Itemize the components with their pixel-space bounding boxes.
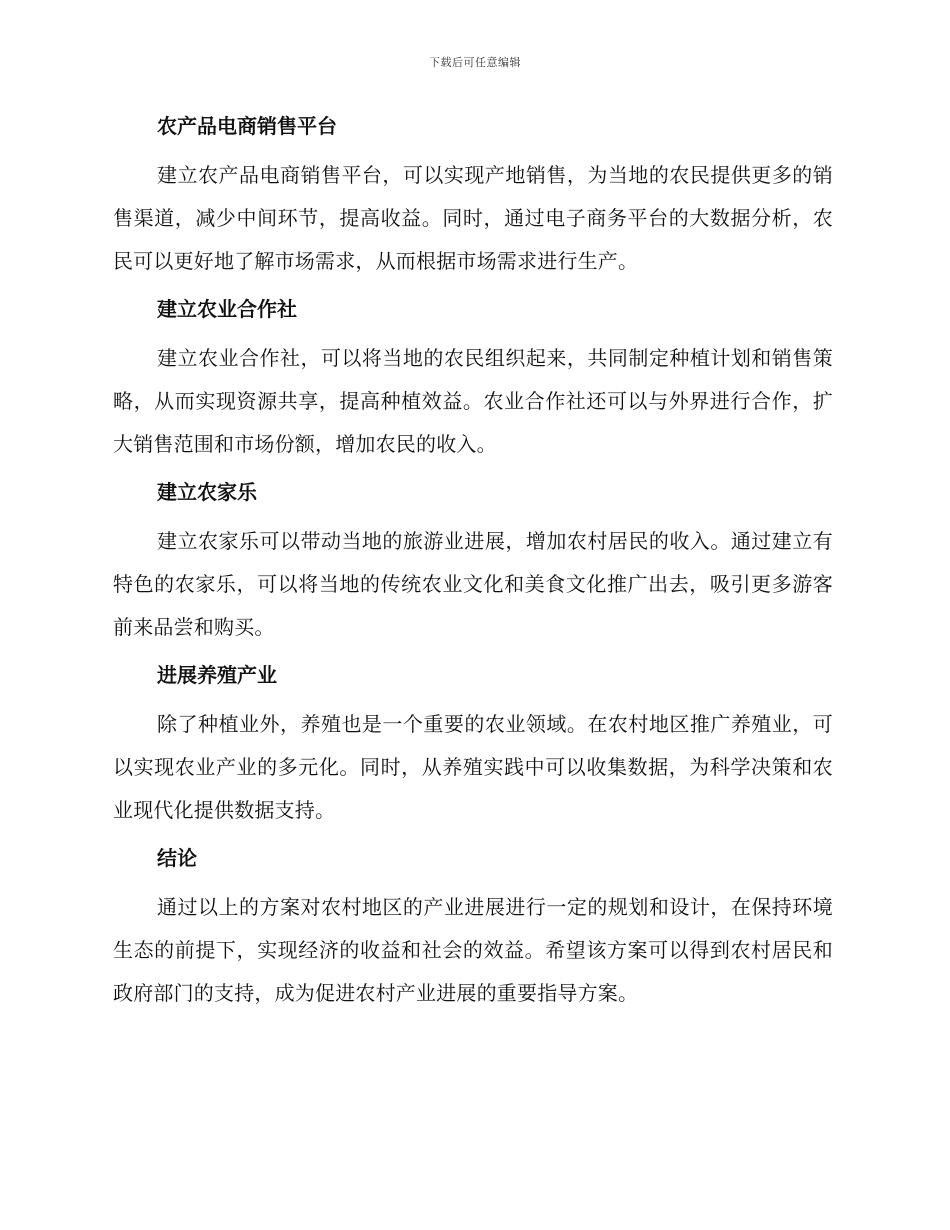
section-paragraph: 建立农家乐可以带动当地的旅游业进展，增加农村居民的收入。通过建立有特色的农家乐，可以将当地的传统农业文化和美食文化推广出去，吸引更多游客前来品尝和购买。 xyxy=(113,529,833,639)
document-body xyxy=(113,104,833,1015)
section-paragraph: 建立农产品电商销售平台，可以实现产地销售，为当地的农民提供更多的销售渠道，减少中间环节，提高收益。同时，通过电子商务平台的大数据分析，农民可以更好地了解市场需求，从而根据市场需求进行生产。 xyxy=(113,163,833,273)
section-farmhouse xyxy=(113,470,833,649)
section-paragraph: 除了种植业外，养殖也是一个重要的农业领域。在农村地区推广养殖业，可以实现农业产业的多元化。同时，从养殖实践中可以收集数据，为科学决策和农业现代化提供数据支持。 xyxy=(113,712,833,822)
section-heading: 建立农业合作社 xyxy=(157,297,297,321)
section-paragraph: 建立农业合作社，可以将当地的农民组织起来，共同制定种植计划和销售策略，从而实现资源共享，提高种植效益。农业合作社还可以与外界进行合作，扩大销售范围和市场份额，增加农民的收入。 xyxy=(113,346,833,456)
section-paragraph: 通过以上的方案对农村地区的产业进展进行一定的规划和设计，在保持环境生态的前提下，实现经济的收益和社会的效益。希望该方案可以得到农村居民和政府部门的支持，成为促进农村产业进展的重要指导方案。 xyxy=(113,895,833,1005)
section-conclusion xyxy=(113,836,833,1015)
section-heading: 进展养殖产业 xyxy=(157,663,277,687)
section-heading: 建立农家乐 xyxy=(157,480,257,504)
section-cooperative xyxy=(113,287,833,466)
section-heading: 结论 xyxy=(157,846,197,870)
section-breeding xyxy=(113,653,833,832)
section-heading: 农产品电商销售平台 xyxy=(157,114,337,138)
page-header-note: 下载后可任意编辑 xyxy=(429,56,521,69)
section-ecommerce-platform xyxy=(113,104,833,283)
